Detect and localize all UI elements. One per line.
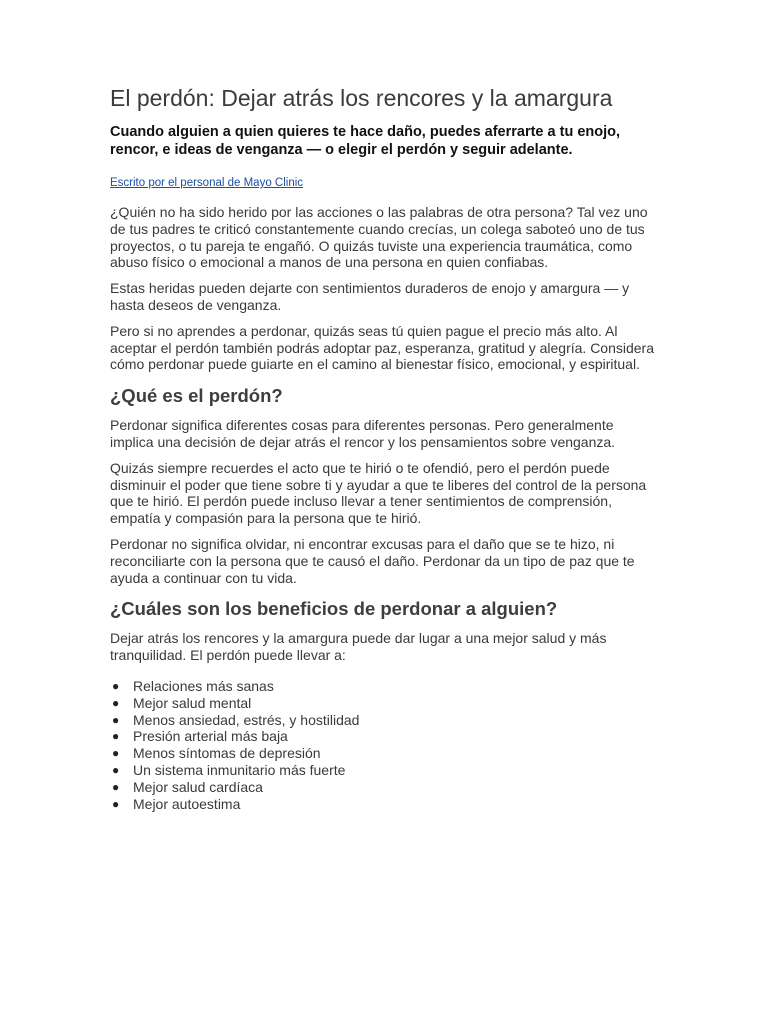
list-item-text: Mejor salud mental — [133, 694, 252, 711]
intro-paragraph-1: ¿Quién no ha sido herido por las acciones o las palabras de otra persona? Tal vez uno de tus padres te criticó constantemente cuando crecías, un colega saboteó uno de tus proyectos, o tu pareja te engañó. O quizás tuviste una experiencia traumática, como abuso físico o emocional a manos de una persona en quien confiabas. — [110, 204, 648, 271]
list-item-text: Menos ansiedad, estrés, y hostilidad — [133, 711, 360, 728]
section-heading-benefits: ¿Cuáles son los beneficios de perdonar a alguien? — [110, 598, 558, 620]
bullet-icon: ● — [112, 712, 120, 727]
section-heading-what-is-forgiveness: ¿Qué es el perdón? — [110, 385, 283, 407]
list-item — [110, 762, 658, 779]
bullet-icon: ● — [112, 695, 120, 710]
list-item — [110, 745, 658, 762]
bullet-icon: ● — [112, 779, 120, 794]
document-page — [110, 84, 658, 812]
intro-paragraph-2: Estas heridas pueden dejarte con sentimientos duraderos de enojo y amargura — y hasta deseos de venganza. — [110, 280, 630, 313]
list-item-text: Mejor autoestima — [133, 795, 241, 812]
list-item — [110, 728, 658, 745]
bullet-icon: ● — [112, 729, 120, 744]
list-item — [110, 712, 658, 729]
bullet-icon: ● — [112, 678, 120, 693]
intro-paragraph-3: Pero si no aprendes a perdonar, quizás seas tú quien pague el precio más alto. Al aceptar el perdón también podrás adoptar paz, esperanza, gratitud y alegría. Considera cómo perdonar puede guiarte en el camino al bienestar físico, emocional, y espiritual. — [110, 322, 655, 373]
benefits-list — [110, 678, 658, 812]
list-item-text: Presión arterial más baja — [133, 728, 288, 745]
section2-paragraph: Dejar atrás los rencores y la amargura puede dar lugar a una mejor salud y más tranquilidad. El perdón puede llevar a: — [110, 630, 607, 664]
bullet-icon: ● — [112, 762, 120, 777]
byline-link[interactable]: Escrito por el personal de Mayo Clinic — [110, 177, 304, 189]
page-title: El perdón: Dejar atrás los rencores y la amargura — [110, 85, 613, 111]
list-item — [110, 796, 658, 813]
list-item — [110, 678, 658, 695]
bullet-icon: ● — [112, 746, 120, 761]
section1-paragraph-1: Perdonar significa diferentes cosas para diferentes personas. Pero generalmente implica una decisión de dejar atrás el rencor y los pensamientos sobre venganza. — [110, 417, 616, 450]
list-item-text: Menos síntomas de depresión — [133, 745, 321, 762]
list-item-text: Un sistema inmunitario más fuerte — [133, 761, 346, 778]
article-subtitle: Cuando alguien a quien quieres te hace daño, puedes aferrarte a tu enojo, rencor, e ideas de venganza — o elegir el perdón y seguir adelante. — [110, 124, 621, 158]
list-item — [110, 779, 658, 796]
list-item — [110, 695, 658, 712]
section1-paragraph-3: Perdonar no significa olvidar, ni encontrar excusas para el daño que se te hizo, ni reconciliarte con la persona que te causó el daño. Perdonar da un tipo de paz que te ayuda a continuar con tu vida. — [110, 535, 635, 586]
section1-paragraph-2: Quizás siempre recuerdes el acto que te hirió o te ofendió, pero el perdón puede disminuir el poder que tiene sobre ti y ayudar a que te liberes del control de la persona que te hirió. El perdón puede incluso llevar a tener sentimientos de comprensión, empatía y compasión para la persona que te hirió. — [110, 459, 647, 527]
list-item-text: Relaciones más sanas — [133, 677, 274, 694]
bullet-icon: ● — [112, 796, 120, 811]
list-item-text: Mejor salud cardíaca — [133, 778, 263, 795]
